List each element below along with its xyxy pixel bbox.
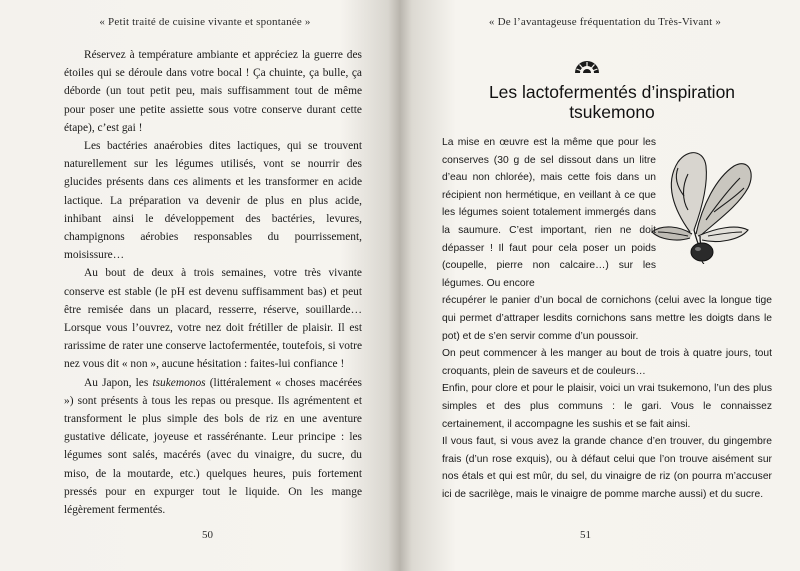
right-paragraph-3: Il vous faut, si vous avez la grande chance d’en trouver, du gingembre frais (d’un rose exquis), ou à défaut celui que l’on trouve aisément sur nos étals et qui est mûr, du sel, du vinaigre de riz (on pourra m’accuser ici de sacrilège, mais le vinaigre de pomme marche aussi) et du sucre. bbox=[442, 436, 772, 500]
intro-continued-text: récupérer le panier d’un bocal de cornichons (celui avec la longue tige qui permet d’attraper lesdits cornichons sans mettre les doigts dans le pot) et de s’en servir comme d’un poussoir. bbox=[442, 295, 772, 342]
left-page-number: 50 bbox=[202, 529, 213, 541]
chapter-title-line-2: tsukemono bbox=[569, 102, 655, 122]
para4-lead: Au Japon, les bbox=[84, 376, 153, 389]
chapter-title bbox=[450, 82, 774, 122]
left-paragraph-2: Les bactéries anaérobies dites lactiques, qui se trouvent naturellement sur les légumes utilisés, vont se nourrir des glucides présents dans ces aliments et les transformer en acide lactique. La préparation va devenir de plus en plus acide, inhibant ainsi le développement des bactéries, levures, champignons aérobies responsables du pourrissement, moisissure… bbox=[64, 140, 362, 262]
right-page-body bbox=[442, 134, 772, 503]
left-page-body bbox=[64, 46, 362, 519]
right-page bbox=[400, 0, 800, 571]
left-running-head: « Petit traité de cuisine vivante et spontanée » bbox=[99, 16, 311, 28]
intro-wrapped-text: La mise en œuvre est la même que pour les conserves (30 g de sel dissout dans un litre d’eau non chlorée), mais cette fois dans un récipient non hermétique, en veillant à ce que les légumes soient totalement immergés dans la saumure. C’est important, rien ne doit dépasser ! Il faut pour cela poser un poids (coupelle, pierre non calcaire…) sur les légumes. Ou encore bbox=[442, 137, 656, 289]
chapter-title-line-1: Les lactofermentés d’inspiration bbox=[488, 82, 736, 102]
right-paragraph-1: On peut commencer à les manger au bout de trois à quatre jours, tout croquants, plein de saveurs et de couleurs… bbox=[442, 348, 772, 377]
right-paragraph-2: Enfin, pour clore et pour le plaisir, voici un vrai tsukemono, l’un des plus simples et des plus communs : le gari. Vous le connaissez certainement, il accompagne les sushis et se fait ainsi. bbox=[442, 383, 772, 430]
left-paragraph-3: Au bout de deux à trois semaines, votre très vivante conserve est stable (le pH est devenu suffisamment bas) et peut être remisée dans un placard, resserre, réserve, souillarde… Lorsque vous l’ouvrez, votre nez doit frétiller de plaisir. Il est rarissime de rater une conserve lactofermentée, toutefois, si votre nez vous dit « non », aucune hésitation : faites-lui confiance ! bbox=[64, 267, 362, 371]
para4-italic-term: tsukemonos bbox=[152, 376, 206, 389]
left-paragraph-4 bbox=[64, 374, 362, 520]
right-page-number: 51 bbox=[580, 529, 591, 541]
para4-rest: (littéralement « choses macérées ») sont présents à tous les repas ou presque. Ils agrémentent et transforment le plus simple des bols de riz en une aventure gustative délicate, joyeuse et rassérénante. Leur principe : les légumes sont salés, macérés (avec du vinaigre, du sucre, du miso, de la moutarde, etc.) quelques heures, puis fortement pressés pour en expurger tout le liquide. On les mange légèrement fermentés. bbox=[64, 376, 362, 517]
half-sun-icon bbox=[574, 60, 600, 74]
left-paragraph-1: Réservez à température ambiante et appréciez la guerre des étoiles qui se déroule dans votre bocal ! Ça chuinte, ça bulle, ça déborde (un tout petit peu, mais suffisamment tout de même pour poser une petite assiette sous votre conserve durant cette étape), c’est gai ! bbox=[64, 49, 362, 134]
right-running-head: « De l’avantageuse fréquentation du Très-Vivant » bbox=[488, 16, 722, 28]
